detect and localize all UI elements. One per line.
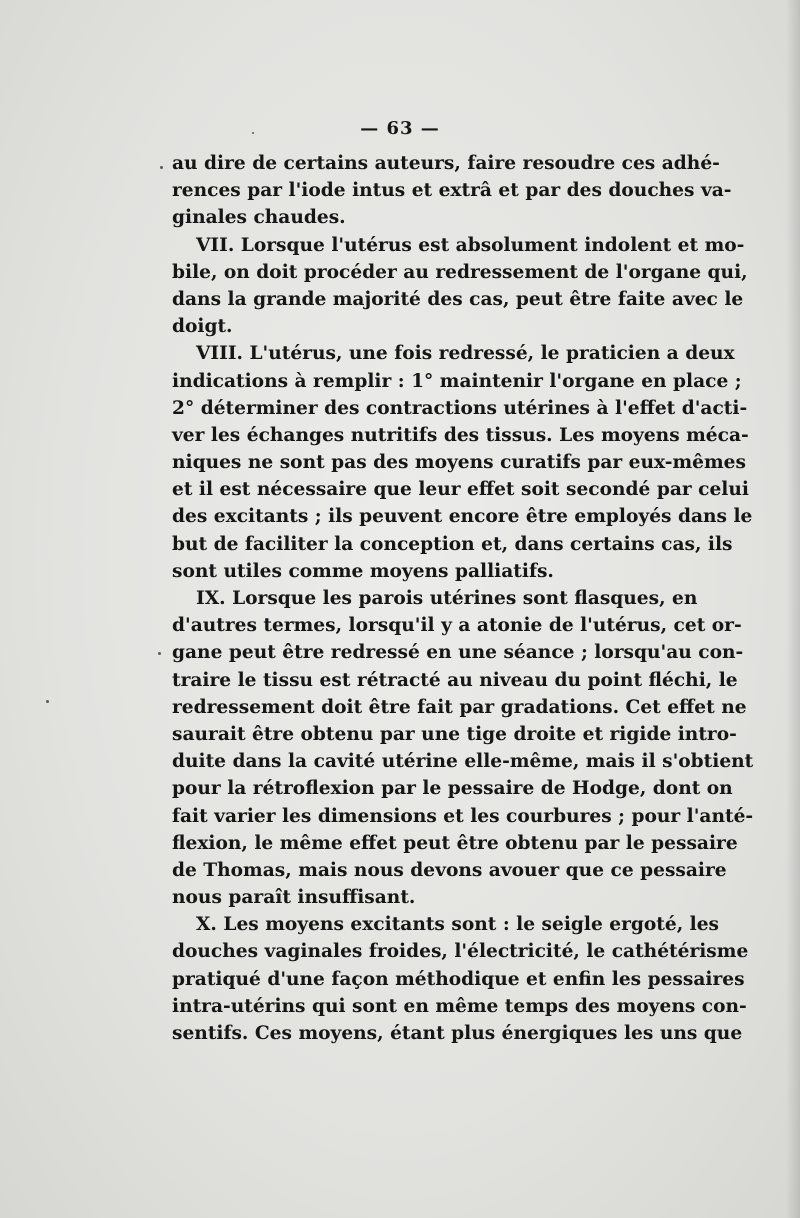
text-line: 2° déterminer des contractions utérines à l'effet d'acti- [172,397,748,419]
paper-speck [46,700,49,703]
text-line: redressement doit être fait par gradations. Cet effet ne [172,696,747,718]
text-line: dans la grande majorité des cas, peut être faite avec le [172,288,744,310]
text-line: niques ne sont pas des moyens curatifs par eux-mêmes [172,452,746,474]
text-line: sont utiles comme moyens palliatifs. [172,560,554,582]
text-line: et il est nécessaire que leur effet soit secondé par celui [172,479,749,501]
text-line: bile, on doit procéder au redressement de l'organe qui, [172,261,748,283]
paper-speck [158,652,161,655]
paragraph-ix-start: IX. Lorsque les parois utérines sont flasques, en [196,588,698,609]
text-line: des excitants ; ils peuvent encore être employés dans le [172,506,753,528]
paper-speck [160,166,163,169]
text-line: intra-utérins qui sont en même temps des moyens con- [172,995,747,1017]
text-line: d'autres termes, lorsqu'il y a atonie de l'utérus, cet or- [172,615,742,637]
text-line: pour la rétroflexion par le pessaire de Hodge, dont on [172,778,733,800]
paper-speck [252,132,254,134]
text-line: ver les échanges nutritifs des tissus. Les moyens méca- [172,424,749,446]
text-line: gane peut être redressé en une séance ; lorsqu'au con- [172,642,744,664]
text-line: nous paraît insuffisant. [172,887,416,909]
paragraph-viii-start: VIII. L'utérus, une fois redressé, le praticien a deux [196,343,735,365]
text-line: flexion, le même effet peut être obtenu par le pessaire [172,832,738,854]
body-text [172,150,754,1047]
text-line: ginales chaudes. [172,207,346,229]
text-line: doigt. [172,316,233,338]
text-line: pratiqué d'une façon méthodique et enfin les pessaires [172,968,745,990]
paragraph-vii-start: VII. Lorsque l'utérus est absolument indolent et mo- [196,234,745,256]
text-line: indications à remplir : 1° maintenir l'organe en place ; [172,370,742,392]
text-line: duite dans la cavité utérine elle-même, mais il s'obtient [172,751,754,773]
text-line: but de faciliter la conception et, dans certains cas, ils [172,533,733,555]
text-line: fait varier les dimensions et les courbures ; pour l'anté- [172,805,754,827]
paragraph-x-start: X. Les moyens excitants sont : le seigle ergoté, les [196,914,720,936]
text-line: saurait être obtenu par une tige droite et rigide intro- [172,723,737,745]
text-line: traire le tissu est rétracté au niveau du point fléchi, le [172,669,738,691]
page-edge-shadow [786,0,800,1218]
text-line: rences par l'iode intus et extrâ et par des douches va- [172,180,732,202]
text-line: douches vaginales froides, l'électricité, le cathétérisme [172,941,749,963]
text-line: de Thomas, mais nous devons avouer que ce pessaire [172,859,727,881]
page-number: — 63 — [360,118,440,139]
text-line: sentifs. Ces moyens, étant plus énergiques les uns que [172,1023,743,1044]
text-line: au dire de certains auteurs, faire resoudre ces adhé- [172,153,720,174]
